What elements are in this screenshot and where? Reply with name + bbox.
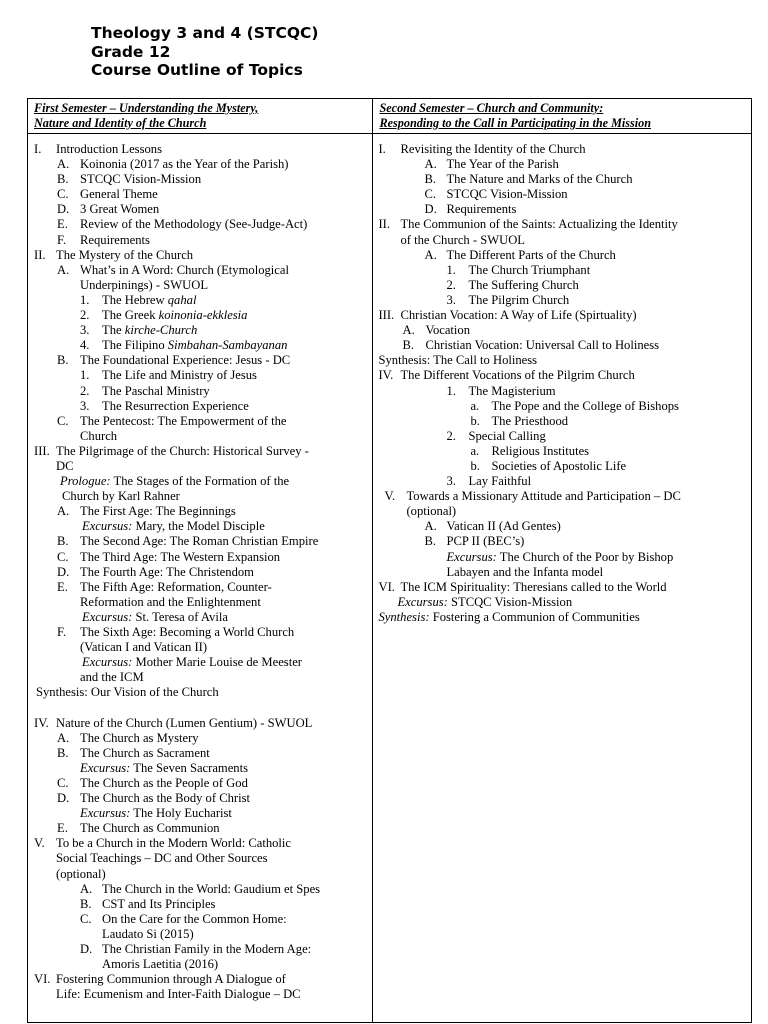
col2-outline-line: [373, 489, 751, 504]
col1-outline-line: [28, 278, 372, 293]
outline-label-italic: Excursus:: [80, 760, 131, 775]
outline-text: The Stages of the Formation of the: [110, 474, 290, 489]
col1-outline-line: [28, 746, 372, 761]
outline-marker: 3.: [446, 474, 456, 489]
outline-text: Church by Karl Rahner: [62, 489, 180, 504]
outline-marker: 4.: [80, 338, 90, 353]
col1-outline-line: [28, 761, 372, 776]
outline-marker: B.: [57, 353, 69, 368]
outline-marker: F.: [57, 625, 67, 639]
outline-marker: VI.: [34, 972, 51, 987]
outline-marker: B.: [424, 172, 437, 187]
outline-text: The Third Age: The Western Expansion: [80, 549, 281, 564]
outline-text: Labayen and the Infanta model: [446, 564, 604, 579]
col2-outline-line: [373, 595, 751, 610]
col2-outline-line: [373, 233, 751, 248]
outline-marker: 3.: [80, 323, 90, 338]
outline-text: The Christian Family in the Modern Age:: [102, 941, 312, 956]
outline-marker: III.: [34, 443, 50, 458]
col1-outline-line: [28, 882, 372, 897]
outline-marker: B.: [402, 338, 415, 353]
outline-text: Christian Vocation: A Way of Life (Spirtuality): [400, 308, 637, 323]
col2-outline-line: [373, 278, 751, 293]
outline-marker: A.: [402, 323, 415, 338]
outline-text: The Communion of the Saints: Actualizing the Identity: [400, 217, 678, 232]
col1-outline-line: [28, 353, 372, 368]
col1-outline-line: [28, 972, 372, 987]
outline-marker: V.: [384, 489, 396, 504]
col2-outline-line: [373, 368, 751, 383]
outline-text: Christian Vocation: Universal Call to Holiness: [425, 338, 660, 353]
outline-marker: I.: [34, 142, 42, 156]
outline-text: Koinonia (2017 as the Year of the Parish): [80, 157, 289, 172]
outline-text: The Pilgrimage of the Church: Historical Survey -: [56, 443, 309, 458]
outline-text: The ICM Spirituality: Theresians called to the World: [400, 579, 667, 594]
outline-marker: 2.: [446, 277, 456, 292]
col1-outline-line: [28, 202, 372, 217]
col1-outline-line: [28, 821, 372, 836]
col2-outline-line: [373, 248, 751, 263]
outline-text: Fostering Communion through A Dialogue of: [56, 972, 286, 987]
col1-outline-line: [28, 580, 372, 595]
outline-text: The Sixth Age: Becoming a World Church: [80, 625, 295, 639]
outline-text: Vocation: [425, 323, 471, 338]
col2-outline-line: [373, 293, 751, 308]
col1-outline-line: [28, 338, 372, 353]
outline-marker: b.: [470, 458, 480, 473]
outline-marker: C.: [80, 911, 92, 926]
outline-text: Requirements: [446, 202, 517, 217]
col1-outline-line: [28, 414, 372, 429]
outline-text: Religious Institutes: [491, 443, 590, 458]
outline-marker: 1.: [446, 262, 456, 277]
outline-text: The Pentecost: The Empowerment of the: [80, 413, 287, 428]
outline-text: The Church as the Body of Christ: [80, 791, 250, 806]
outline-marker: a.: [470, 398, 480, 413]
outline-text: The Filipino: [102, 338, 168, 353]
outline-text: St. Teresa of Avila: [132, 609, 228, 624]
col1-outline-line: [28, 625, 372, 640]
outline-marker: D.: [57, 791, 70, 806]
col1-outline-line: [28, 806, 372, 821]
col1-outline-line: [28, 640, 372, 655]
outline-text: The Fifth Age: Reformation, Counter-: [80, 579, 272, 594]
outline-marker: A.: [57, 157, 70, 172]
title-line-course: Theology 3 and 4 (STCQC): [91, 24, 319, 42]
col2-outline-line: [373, 338, 751, 353]
outline-text: The Magisterium: [468, 383, 556, 398]
outline-marker: D.: [424, 202, 437, 217]
col1-outline-line: [28, 655, 372, 670]
outline-table: [27, 98, 752, 1023]
outline-marker: A.: [424, 247, 437, 262]
outline-marker: E.: [57, 821, 68, 836]
outline-text: Synthesis: The Call to Holiness: [378, 353, 538, 368]
outline-text: The Priesthood: [491, 413, 569, 428]
col1-outline-line: [28, 776, 372, 791]
outline-text: DC: [56, 458, 74, 473]
outline-marker: C.: [57, 413, 69, 428]
outline-text: Review of the Methodology (See-Judge-Act): [80, 217, 308, 232]
col1-outline-line: [28, 987, 372, 1002]
col1-outline-line: [28, 685, 372, 700]
col1-outline-line: [28, 700, 372, 715]
col1-outline-line: [28, 519, 372, 534]
outline-text: of the Church - SWUOL: [400, 232, 525, 247]
outline-text: The Pilgrim Church: [468, 292, 570, 307]
outline-marker: A.: [80, 881, 93, 896]
col1-outline-line: [28, 474, 372, 489]
outline-marker: E.: [57, 579, 68, 594]
outline-marker: 3.: [80, 398, 90, 413]
outline-marker: F.: [57, 232, 67, 247]
outline-text: The Hebrew: [102, 292, 168, 307]
col1-outline-line: [28, 429, 372, 444]
outline-marker: C.: [57, 549, 69, 564]
col2-outline-line: [373, 519, 751, 534]
outline-marker: b.: [470, 413, 480, 428]
document-title: [91, 24, 319, 80]
outline-marker: C.: [424, 187, 437, 202]
outline-text: Mother Marie Louise de Meester: [132, 655, 302, 670]
outline-text: The Pope and the College of Bishops: [491, 398, 679, 413]
outline-text: To be a Church in the Modern World: Catholic: [56, 836, 292, 851]
outline-marker: IV.: [378, 368, 394, 383]
col1-outline-line: [28, 731, 372, 746]
outline-text: Synthesis: Our Vision of the Church: [36, 685, 219, 700]
col1-outline-line: [28, 384, 372, 399]
col1-outline-line: [28, 233, 372, 248]
col1-outline-line: [28, 263, 372, 278]
outline-text: Life: Ecumenism and Inter-Faith Dialogue – DC: [56, 987, 301, 1002]
outline-term-italic: Simbahan-Sambayanan: [167, 338, 288, 353]
col2-outline-line: [373, 157, 751, 172]
outline-marker: IV.: [34, 715, 49, 730]
outline-text: The Nature and Marks of the Church: [446, 172, 633, 187]
col2-outline-line: [373, 414, 751, 429]
outline-text: (optional): [56, 866, 106, 881]
outline-text: What’s in A Word: Church (Etymological: [80, 262, 289, 277]
title-line-grade: Grade 12: [91, 42, 171, 61]
outline-text: The Paschal Ministry: [102, 383, 210, 398]
outline-marker: D.: [80, 941, 93, 956]
col1-outline-line: [28, 670, 372, 685]
col2-outline-line: [373, 550, 751, 565]
outline-label-italic: Prologue:: [60, 474, 111, 489]
outline-marker: 2.: [80, 308, 90, 323]
outline-marker: B.: [57, 172, 69, 187]
col2-outline-line: [373, 187, 751, 202]
col2-outline-line: [373, 172, 751, 187]
col1-outline-line: [28, 716, 372, 731]
first-semester-topics: [28, 134, 373, 1023]
outline-label-italic: Excursus:: [446, 549, 497, 564]
outline-text: Fostering a Communion of Communities: [429, 609, 640, 624]
outline-text: The First Age: The Beginnings: [80, 504, 236, 519]
outline-text: Revisiting the Identity of the Church: [400, 142, 586, 156]
outline-label-italic: Excursus:: [82, 655, 133, 670]
outline-text: General Theme: [80, 187, 158, 202]
outline-marker: 1.: [446, 383, 456, 398]
outline-text: and the ICM: [80, 670, 144, 685]
outline-marker: I.: [378, 142, 386, 156]
col1-outline-line: [28, 851, 372, 866]
outline-marker: 1.: [80, 368, 90, 383]
col2-outline-line: [373, 444, 751, 459]
col1-outline-line: [28, 912, 372, 927]
outline-label-italic: Excursus:: [82, 519, 133, 534]
outline-text: Towards a Missionary Attitude and Participation – DC: [406, 489, 681, 504]
outline-text: Amoris Laetitia (2016): [102, 957, 219, 972]
outline-text: The Church as Mystery: [80, 730, 199, 745]
col2-outline-line: [373, 429, 751, 444]
outline-text: PCP II (BEC’s): [446, 534, 525, 549]
outline-text: The Year of the Parish: [446, 157, 559, 172]
col1-outline-line: [28, 867, 372, 882]
outline-text: The Second Age: The Roman Christian Empire: [80, 534, 319, 549]
outline-marker: D.: [57, 202, 70, 217]
outline-text: STCQC Vision-Mission: [446, 187, 568, 202]
outline-text: Nature of the Church (Lumen Gentium) - SWUOL: [56, 715, 313, 730]
second-semester-heading: Second Semester – Church and Community: Responding to the Call in Participating in the Mission: [373, 99, 752, 134]
outline-text: Reformation and the Enlightenment: [80, 594, 261, 609]
outline-marker: II.: [34, 247, 46, 262]
col1-outline-line: [28, 534, 372, 549]
col1-outline-line: [28, 142, 372, 157]
outline-marker: VI.: [378, 579, 395, 594]
outline-text: The Church as the People of God: [80, 775, 248, 790]
col1-outline-line: [28, 217, 372, 232]
outline-marker: 2.: [80, 383, 90, 398]
outline-text: Introduction Lessons: [56, 142, 162, 156]
outline-text: CST and Its Principles: [102, 896, 216, 911]
outline-label-italic: Excursus:: [82, 609, 133, 624]
outline-text: (optional): [406, 504, 457, 519]
col2-outline-line: [373, 610, 751, 625]
outline-text: The Church of the Poor by Bishop: [496, 549, 674, 564]
outline-text: STCQC Vision-Mission: [80, 172, 202, 187]
col1-outline-line: [28, 550, 372, 565]
outline-text: Lay Faithful: [468, 474, 532, 489]
outline-text: 3 Great Women: [80, 202, 160, 217]
outline-marker: B.: [424, 534, 437, 549]
outline-text: The Church Triumphant: [468, 262, 591, 277]
col1-outline-line: [28, 399, 372, 414]
outline-text: The Different Parts of the Church: [446, 247, 616, 262]
col1-outline-line: [28, 927, 372, 942]
outline-text: Requirements: [80, 232, 150, 247]
col2-outline-line: [373, 534, 751, 549]
outline-term-italic: kirche-Church: [124, 323, 198, 338]
outline-marker: B.: [80, 896, 92, 911]
col2-outline-line: [373, 202, 751, 217]
outline-text: Social Teachings – DC and Other Sources: [56, 851, 268, 866]
col2-outline-line: [373, 580, 751, 595]
outline-marker: A.: [424, 519, 437, 534]
outline-term-italic: qahal: [167, 292, 197, 307]
outline-marker: 2.: [446, 428, 456, 443]
outline-marker: C.: [57, 187, 69, 202]
col1-outline-line: [28, 565, 372, 580]
col2-outline-line: [373, 474, 751, 489]
col2-outline-line: [373, 323, 751, 338]
outline-term-italic: koinonia-ekklesia: [158, 308, 248, 323]
col1-outline-line: [28, 897, 372, 912]
col1-outline-line: [28, 157, 372, 172]
col1-outline-line: [28, 308, 372, 323]
col2-outline-line: [373, 217, 751, 232]
col2-outline-line: [373, 384, 751, 399]
outline-marker: III.: [378, 308, 395, 323]
outline-text: (Vatican I and Vatican II): [80, 640, 208, 655]
outline-marker: 1.: [80, 292, 90, 307]
outline-text: The Foundational Experience: Jesus - DC: [80, 353, 291, 368]
col2-outline-line: [373, 142, 751, 157]
outline-marker: E.: [57, 217, 68, 232]
outline-text: The Life and Ministry of Jesus: [102, 368, 257, 383]
col1-outline-line: [28, 504, 372, 519]
outline-text: Societies of Apostolic Life: [491, 458, 627, 473]
title-line-outline: Course Outline of Topics: [91, 61, 303, 79]
col2-outline-line: [373, 504, 751, 519]
col2-outline-line: [373, 399, 751, 414]
outline-text: The Holy Eucharist: [130, 806, 232, 821]
outline-text: Mary, the Model Disciple: [132, 519, 265, 534]
col1-outline-line: [28, 368, 372, 383]
outline-label-italic: Excursus:: [397, 594, 448, 609]
outline-text: Special Calling: [468, 428, 546, 443]
outline-text: The Fourth Age: The Christendom: [80, 564, 254, 579]
outline-text: On the Care for the Common Home:: [102, 911, 287, 926]
col1-outline-line: [28, 323, 372, 338]
col1-outline-line: [28, 172, 372, 187]
outline-text: The Greek: [102, 308, 159, 323]
col1-outline-line: [28, 836, 372, 851]
outline-marker: 3.: [446, 292, 456, 307]
outline-marker: a.: [470, 443, 480, 458]
col1-outline-line: [28, 459, 372, 474]
col1-outline-line: [28, 444, 372, 459]
col1-outline-line: [28, 248, 372, 263]
outline-text: Vatican II (Ad Gentes): [446, 519, 561, 534]
outline-text: The: [102, 323, 125, 338]
col1-outline-line: [28, 293, 372, 308]
outline-text: Church: [80, 428, 118, 443]
outline-marker: C.: [57, 775, 69, 790]
col1-outline-line: [28, 791, 372, 806]
outline-text: The Seven Sacraments: [130, 760, 248, 775]
col1-outline-line: [28, 489, 372, 504]
outline-text: The Church in the World: Gaudium et Spes: [102, 881, 321, 896]
col2-outline-line: [373, 263, 751, 278]
col2-outline-line: [373, 459, 751, 474]
outline-text: The Church as Communion: [80, 821, 220, 836]
col1-outline-line: [28, 187, 372, 202]
outline-marker: A.: [424, 157, 437, 172]
outline-marker: II.: [378, 217, 391, 232]
outline-text: STCQC Vision-Mission: [447, 594, 573, 609]
outline-text: Laudato Si (2015): [102, 926, 194, 941]
col1-outline-line: [28, 942, 372, 957]
first-semester-heading: First Semester – Understanding the Mystery, Nature and Identity of the Church: [28, 99, 373, 134]
outline-marker: A.: [57, 262, 70, 277]
outline-marker: A.: [57, 730, 70, 745]
outline-text: The Church as Sacrament: [80, 745, 210, 760]
col2-outline-line: [373, 353, 751, 368]
outline-text: The Resurrection Experience: [102, 398, 249, 413]
col2-outline-line: [373, 565, 751, 580]
second-semester-topics: [373, 134, 752, 1023]
outline-marker: D.: [57, 564, 70, 579]
outline-text: Underpinings) - SWUOL: [80, 277, 209, 292]
outline-marker: V.: [34, 836, 45, 851]
outline-marker: A.: [57, 504, 70, 519]
outline-label-italic: Excursus:: [80, 806, 131, 821]
col2-outline-line: [373, 308, 751, 323]
col1-outline-line: [28, 610, 372, 625]
outline-marker: B.: [57, 745, 69, 760]
col1-outline-line: [28, 957, 372, 972]
outline-text: The Mystery of the Church: [56, 247, 194, 262]
outline-marker: B.: [57, 534, 69, 549]
col1-outline-line: [28, 595, 372, 610]
outline-label-italic: Synthesis:: [378, 609, 430, 624]
outline-text: The Different Vocations of the Pilgrim Church: [400, 368, 635, 383]
outline-text: The Suffering Church: [468, 277, 579, 292]
